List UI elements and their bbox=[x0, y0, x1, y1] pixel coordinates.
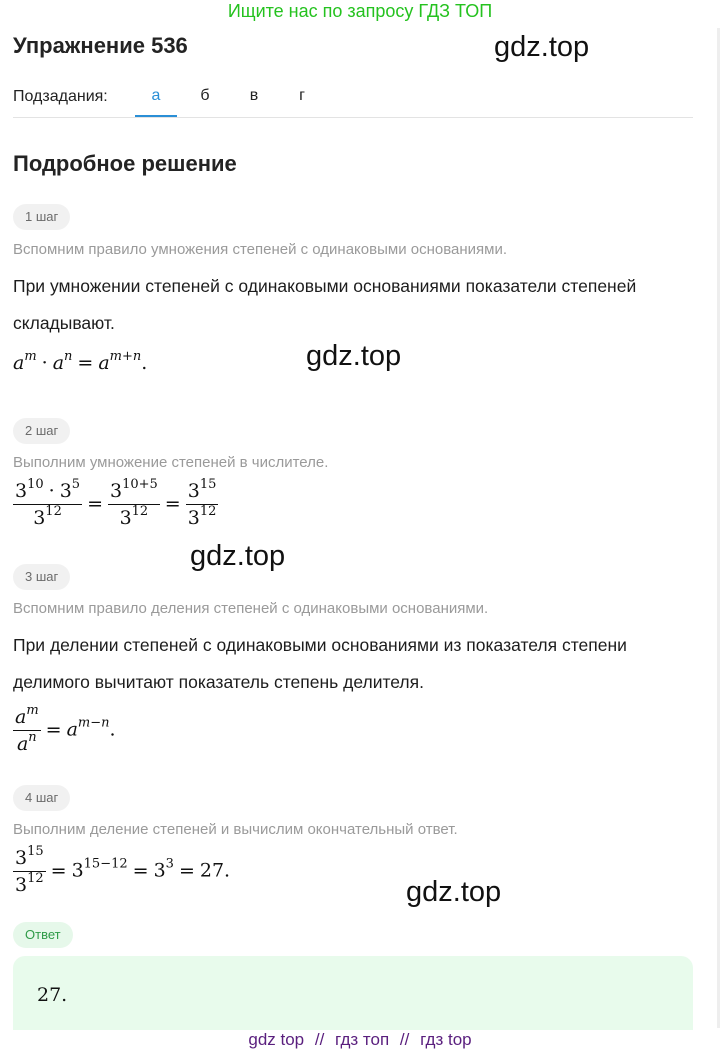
watermark: gdz.top bbox=[406, 876, 502, 908]
step-4-hint: Выполним деление степеней и вычислим окончательный ответ. bbox=[13, 821, 458, 838]
subtasks-bar bbox=[13, 84, 693, 118]
exercise-title: Упражнение 536 bbox=[13, 33, 188, 58]
step-2-hint: Выполним умножение степеней в числителе. bbox=[13, 454, 329, 471]
subtasks-label: Подзадания: bbox=[13, 88, 108, 105]
footer-separator: // bbox=[399, 1030, 410, 1049]
step-1-formula: $a^m \cdot a^n = a^{m+n}$. bbox=[13, 349, 148, 374]
step-4-badge: 4 шаг bbox=[13, 785, 70, 811]
answer-value: 27. bbox=[37, 984, 68, 1006]
subtask-tab-a[interactable]: а bbox=[135, 84, 177, 117]
step-3-badge: 3 шаг bbox=[13, 564, 70, 590]
watermark: gdz.top bbox=[190, 540, 286, 572]
step-3-text: При делении степеней с одинаковыми основаниями из показателя степени делимого вычитают показатель степень делителя. bbox=[13, 635, 627, 692]
solution-heading: Подробное решение bbox=[13, 151, 237, 176]
watermark: gdz.top bbox=[306, 340, 402, 372]
step-3-formula: $\frac{a^m}{a^n}$ = $a^{m-n}$. bbox=[15, 703, 116, 755]
step-1-hint: Вспомним правило умножения степеней с одинаковыми основаниями. bbox=[13, 241, 507, 258]
step-1-badge: 1 шаг bbox=[13, 204, 70, 230]
step-4-formula: $\frac{3^{15}}{3^{12}}$ = $3^{15-12} = 3^3 = 27$. bbox=[15, 844, 231, 896]
subtask-tab-v[interactable]: в bbox=[249, 87, 259, 104]
step-3-hint: Вспомним правило деления степеней с одинаковыми основаниями. bbox=[13, 600, 489, 617]
promo-banner[interactable]: Ищите нас по запросу ГДЗ ТОП bbox=[227, 1, 493, 21]
subtask-tab-b[interactable]: б bbox=[200, 87, 210, 104]
footer-link-gdz-top-mixed[interactable]: гдз top bbox=[420, 1030, 472, 1049]
footer-separator: // bbox=[314, 1030, 325, 1049]
step-2-formula: $\frac{3^{10} \cdot 3^5}{3^{12}}$ = $\frac{3^{10+5}}{3^{12}}$ = $\frac{3^{15}}{3^{12}}$ bbox=[15, 477, 217, 529]
footer-link-gdz-top-ru[interactable]: гдз топ bbox=[335, 1030, 390, 1049]
answer-badge: Ответ bbox=[13, 922, 73, 948]
watermark: gdz.top bbox=[494, 31, 590, 63]
step-2-badge: 2 шаг bbox=[13, 418, 70, 444]
footer-link-gdz-top[interactable]: gdz top bbox=[248, 1030, 305, 1049]
step-1-text: При умножении степеней с одинаковыми основаниями показатели степеней складывают. bbox=[13, 276, 637, 333]
subtask-tab-g[interactable]: г bbox=[299, 87, 305, 104]
answer-box bbox=[13, 956, 693, 1030]
footer-links bbox=[0, 1030, 720, 1050]
